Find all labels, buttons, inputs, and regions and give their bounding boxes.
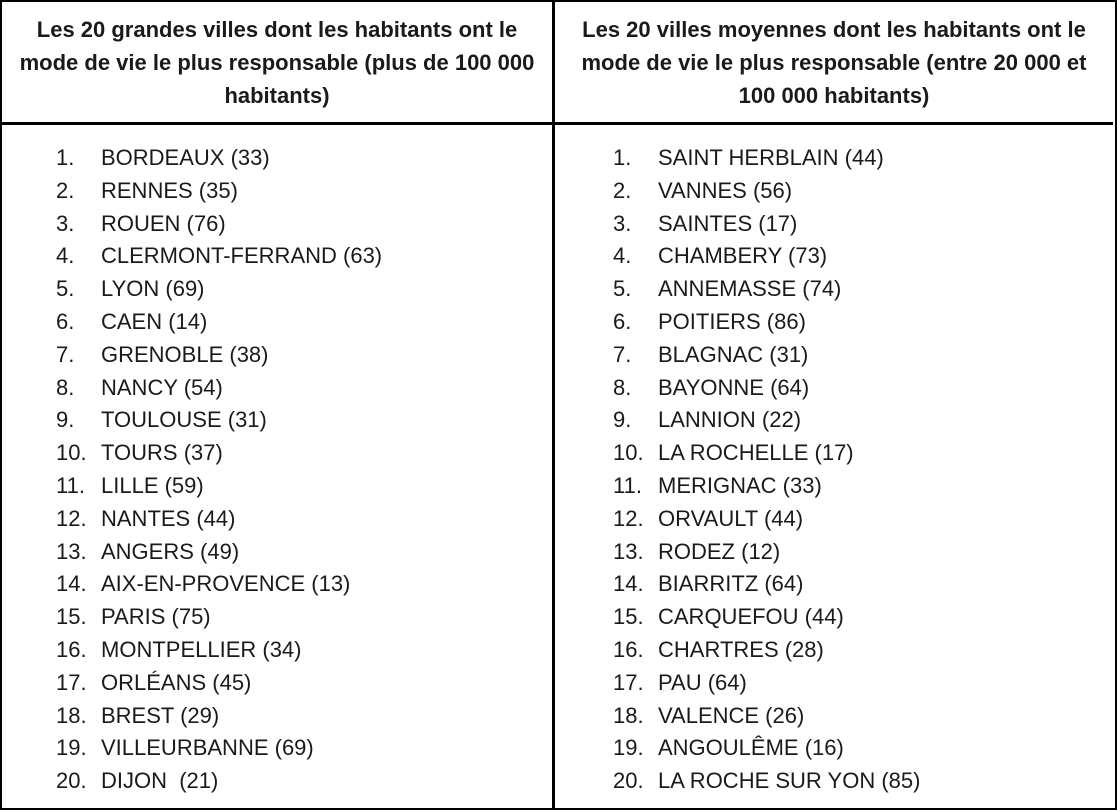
list-item-number: 8. (613, 374, 632, 400)
list-item-number: 14. (56, 571, 87, 597)
list-item-number: 8. (56, 374, 75, 400)
list-item (555, 437, 1113, 470)
list-item (2, 175, 552, 208)
list-item-number: 17. (56, 669, 87, 695)
list-item (555, 142, 1113, 175)
list-item-number: 4. (56, 243, 75, 269)
list-item-city: LYON (69) (101, 276, 205, 302)
list-item (2, 372, 552, 405)
list-item (2, 339, 552, 372)
list-item-number: 18. (613, 702, 644, 728)
list-item (2, 404, 552, 437)
list-item (555, 470, 1113, 503)
medium-cities-cell (555, 125, 1113, 808)
list-item-city: AIX-EN-PROVENCE (13) (101, 571, 351, 597)
list-item (2, 208, 552, 241)
list-item-city: LILLE (59) (101, 472, 204, 498)
list-item-city: CHARTRES (28) (658, 636, 824, 662)
list-item-city: VALENCE (26) (658, 702, 805, 728)
list-item-number: 10. (56, 440, 87, 466)
list-item-number: 9. (56, 407, 75, 433)
list-item-city: BAYONNE (64) (658, 374, 810, 400)
list-item-city: ANGOULÊME (16) (658, 735, 844, 761)
list-item-number: 12. (613, 505, 644, 531)
list-item (555, 273, 1113, 306)
list-item-city: LA ROCHE SUR YON (85) (658, 768, 921, 794)
large-cities-cell (2, 125, 555, 808)
list-item-number: 3. (613, 210, 632, 236)
list-item-city: RENNES (35) (101, 177, 238, 203)
list-item-number: 9. (613, 407, 632, 433)
list-item-city: PARIS (75) (101, 604, 211, 630)
list-item (555, 306, 1113, 339)
list-item (555, 404, 1113, 437)
list-item-city: CARQUEFOU (44) (658, 604, 844, 630)
list-item (2, 273, 552, 306)
list-item-number: 3. (56, 210, 75, 236)
list-item (2, 634, 552, 667)
list-item-city: ORVAULT (44) (658, 505, 804, 531)
list-item-city: DIJON (21) (101, 768, 219, 794)
list-item (555, 536, 1113, 569)
list-item-number: 18. (56, 702, 87, 728)
list-item (555, 700, 1113, 733)
list-item (555, 732, 1113, 765)
list-item-city: ANNEMASSE (74) (658, 276, 842, 302)
list-item-number: 17. (613, 669, 644, 695)
header-medium-cities-text: Les 20 villes moyennes dont les habitants ont le mode de vie le plus responsable (entre 20 000 et 100 000 habitants) (581, 16, 1087, 108)
list-item-number: 14. (613, 571, 644, 597)
list-item (2, 601, 552, 634)
list-item-city: GRENOBLE (38) (101, 341, 269, 367)
list-item-city: SAINT HERBLAIN (44) (658, 145, 884, 170)
list-item (2, 142, 552, 175)
list-item-number: 13. (613, 538, 644, 564)
list-item-city: CLERMONT-FERRAND (63) (101, 243, 383, 269)
medium-cities-list (555, 142, 1113, 798)
list-item-number: 12. (56, 505, 87, 531)
list-item-city: LANNION (22) (658, 407, 802, 433)
list-item-number: 15. (613, 604, 644, 630)
list-item-city: ROUEN (76) (101, 210, 226, 236)
list-item (2, 667, 552, 700)
list-item-number: 4. (613, 243, 632, 269)
list-item-city: MONTPELLIER (34) (101, 636, 302, 662)
list-item-number: 20. (613, 768, 644, 794)
list-item-number: 1. (56, 145, 75, 170)
list-item-city: PAU (64) (658, 669, 747, 695)
list-item-number: 1. (613, 145, 632, 170)
header-large-cities-text: Les 20 grandes villes dont les habitants ont le mode de vie le plus responsable (plus de 100 000 habitants) (19, 16, 535, 108)
list-item-city: ORLÉANS (45) (101, 669, 252, 695)
list-item-city: RODEZ (12) (658, 538, 781, 564)
header-large-cities (2, 2, 555, 125)
large-cities-list (2, 142, 552, 798)
list-item (2, 732, 552, 765)
list-item-city: VANNES (56) (658, 177, 793, 203)
list-item-city: MERIGNAC (33) (658, 472, 822, 498)
list-item-city: POITIERS (86) (658, 308, 806, 334)
list-item (2, 306, 552, 339)
list-item (555, 208, 1113, 241)
list-item-city: TOULOUSE (31) (101, 407, 267, 433)
list-item (555, 240, 1113, 273)
list-item (2, 765, 552, 798)
list-item (555, 372, 1113, 405)
list-item-city: LA ROCHELLE (17) (658, 440, 854, 466)
list-item-number: 7. (56, 341, 75, 367)
list-item (555, 568, 1113, 601)
list-item-number: 11. (56, 472, 85, 498)
list-item (555, 601, 1113, 634)
list-item-city: BIARRITZ (64) (658, 571, 804, 597)
list-item-number: 6. (56, 308, 75, 334)
list-item (2, 700, 552, 733)
list-item-number: 11. (613, 472, 642, 498)
list-item (2, 503, 552, 536)
list-item-number: 13. (56, 538, 87, 564)
list-item-number: 19. (613, 735, 644, 761)
list-item-number: 5. (613, 276, 632, 302)
list-item-number: 7. (613, 341, 632, 367)
list-item-number: 16. (613, 636, 644, 662)
list-item (555, 765, 1113, 798)
list-item-city: BREST (29) (101, 702, 220, 728)
list-item-number: 16. (56, 636, 87, 662)
list-item-city: TOURS (37) (101, 440, 223, 466)
list-item (2, 536, 552, 569)
list-item-city: CHAMBERY (73) (658, 243, 828, 269)
list-item (2, 568, 552, 601)
list-item-number: 10. (613, 440, 644, 466)
list-item (555, 339, 1113, 372)
list-item-city: NANCY (54) (101, 374, 223, 400)
list-item-city: BORDEAUX (33) (101, 145, 270, 170)
list-item (2, 470, 552, 503)
list-item-city: NANTES (44) (101, 505, 236, 531)
list-item (555, 634, 1113, 667)
list-item (2, 240, 552, 273)
list-item-city: BLAGNAC (31) (658, 341, 809, 367)
list-item-number: 2. (613, 177, 632, 203)
list-item-city: SAINTES (17) (658, 210, 798, 236)
header-medium-cities (555, 2, 1113, 125)
list-item (555, 667, 1113, 700)
list-item-number: 2. (56, 177, 75, 203)
list-item-number: 19. (56, 735, 87, 761)
list-item (2, 437, 552, 470)
list-item-number: 20. (56, 768, 87, 794)
list-item-city: VILLEURBANNE (69) (101, 735, 314, 761)
list-item-number: 6. (613, 308, 632, 334)
list-item-number: 5. (56, 276, 75, 302)
list-item-number: 15. (56, 604, 87, 630)
list-item (555, 503, 1113, 536)
list-item-city: CAEN (14) (101, 308, 208, 334)
list-item-city: ANGERS (49) (101, 538, 240, 564)
list-item (555, 175, 1113, 208)
